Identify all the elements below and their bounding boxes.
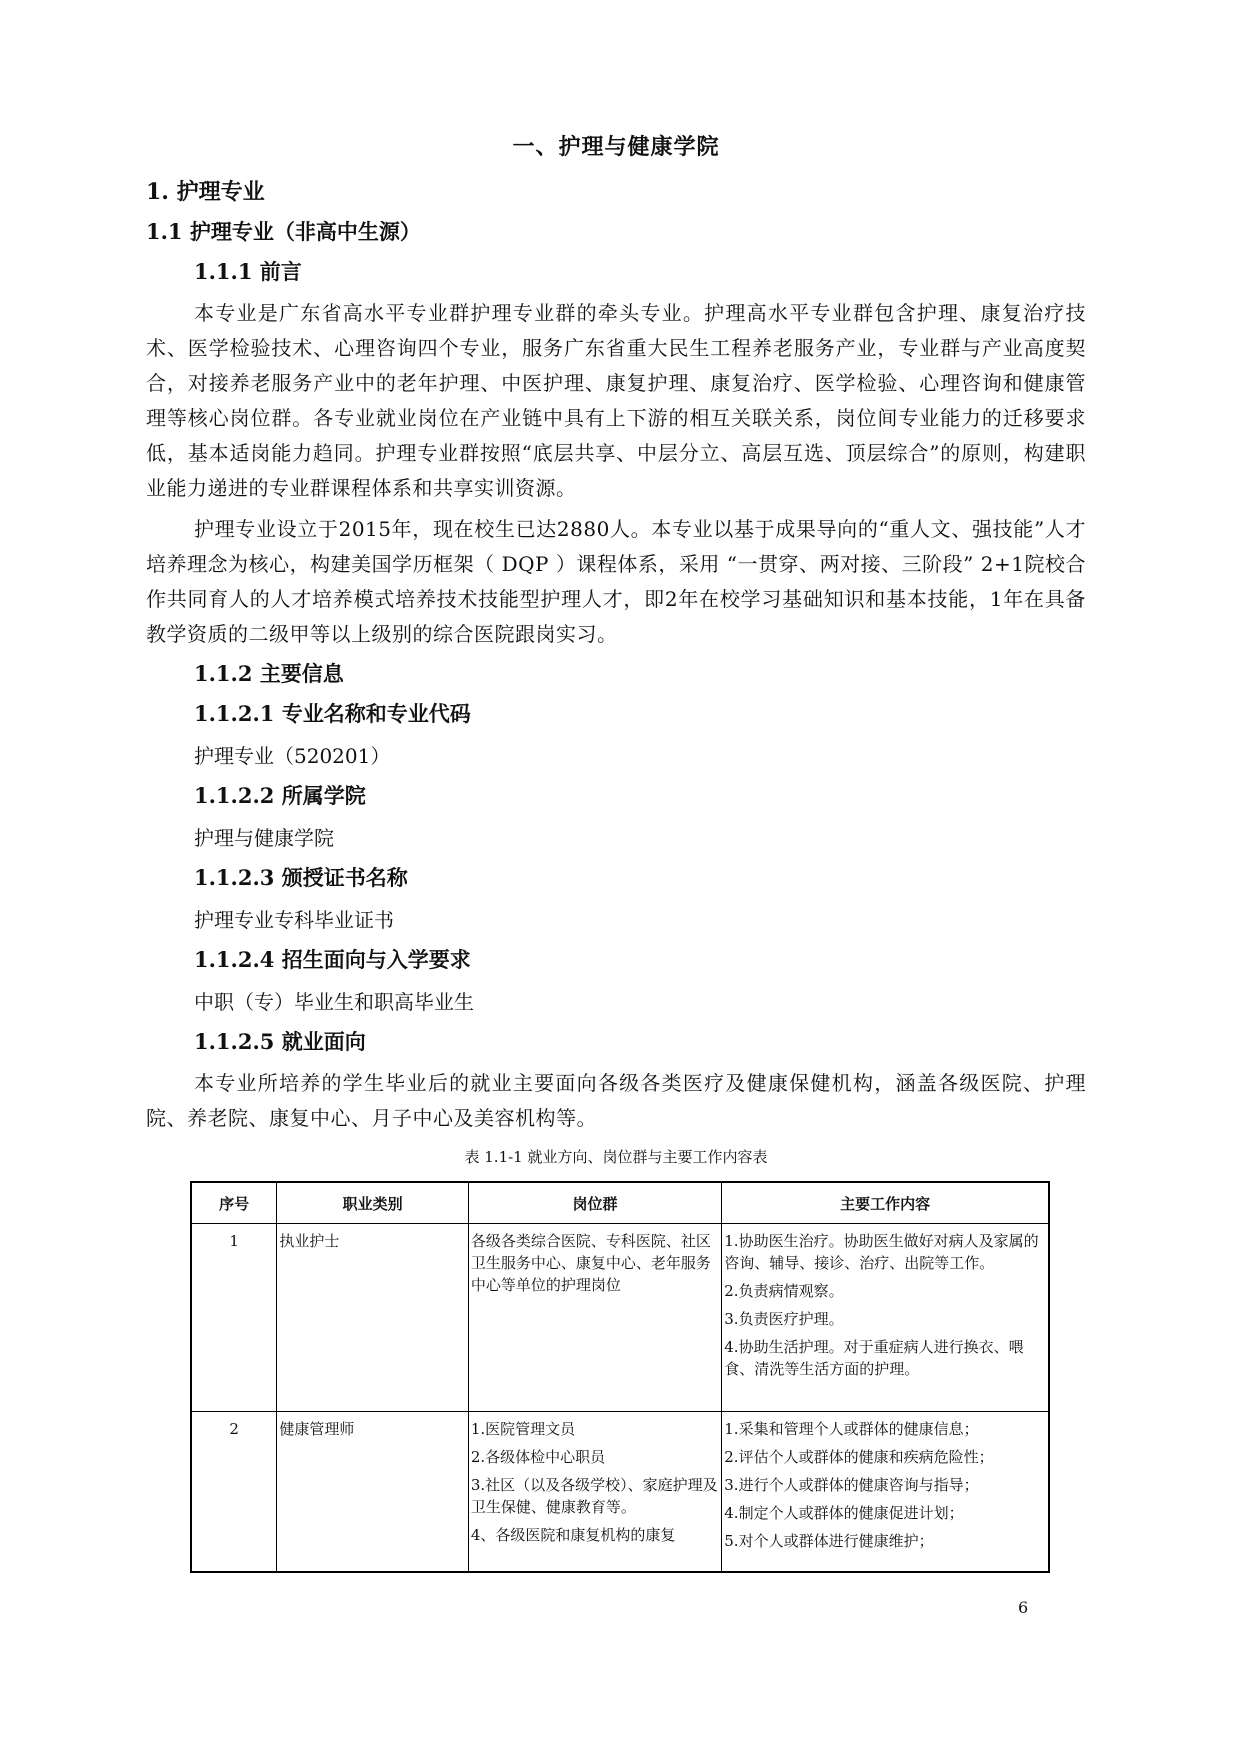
heading-foreword: 1.1.1 前言 <box>194 259 302 284</box>
cell-work <box>722 1412 1049 1572</box>
employment-table <box>190 1181 1050 1573</box>
work-item: 1.协助医生治疗。协助医生做好对病人及家属的咨询、辅导、接诊、治疗、出院等工作。 <box>724 1232 1039 1272</box>
paragraph-foreword-1: 本专业是广东省高水平专业群护理专业群的牵头专业。护理高水平专业群包含护理、康复治疗技术、医学检验技术、心理咨询四个专业，服务广东省重大民生工程养老服务产业，专业群与产业高度契合，对接养老服务产业中的老年护理、中医护理、康复护理、康复治疗、医学检验、心理咨询和健康管理等核心岗位群。各专业就业岗位在产业链中具有上下游的相互关联关系，岗位间专业能力的迁移要求低，基本适岗能力趋同。护理专业群按照“底层共享、中层分立、高层互选、顶层综合”的原则，构建职业能力递进的专业群课程体系和共享实训资源。 <box>146 301 1086 500</box>
heading-certificate: 1.1.2.3 颁授证书名称 <box>194 865 408 890</box>
work-item: 1.采集和管理个人或群体的健康信息； <box>724 1420 979 1438</box>
post-item: 3.社区（以及各级学校）、家庭护理及卫生保健、健康教育等。 <box>470 1476 718 1516</box>
table-caption: 表 1.1-1 就业方向、岗位群与主要工作内容表 <box>464 1148 768 1166</box>
cell-posts <box>468 1224 721 1412</box>
post-item: 4、各级医院和康复机构的康复 <box>470 1526 676 1544</box>
heading-employment: 1.1.2.5 就业面向 <box>194 1029 366 1054</box>
paragraph-employment: 本专业所培养的学生毕业后的就业主要面向各级各类医疗及健康保健机构，涵盖各级医院、护理院、养老院、康复中心、月子中心及美容机构等。 <box>146 1071 1086 1130</box>
post-item: 2.各级体检中心职员 <box>470 1448 606 1466</box>
value-school: 护理与健康学院 <box>194 826 334 850</box>
heading-school: 1.1.2.2 所属学院 <box>194 783 366 808</box>
cell-no: 1 <box>191 1224 277 1412</box>
post-item: 1.医院管理文员 <box>470 1420 576 1438</box>
cell-category: 健康管理师 <box>277 1412 469 1572</box>
work-item: 4.制定个人或群体的健康促进计划； <box>724 1504 964 1522</box>
post-item: 各级各类综合医院、专科医院、社区卫生服务中心、康复中心、老年服务中心等单位的护理岗位 <box>470 1232 711 1294</box>
work-item: 2.评估个人或群体的健康和疾病危险性； <box>724 1448 994 1466</box>
paragraph-foreword-2: 护理专业设立于2015年，现在校生已达2880人。本专业以基于成果导向的“重人文、强技能”人才培养理念为核心，构建美国学历框架（ DQP ）课程体系，采用 “一贯穿、两对接、三阶段” 2+1院校合作共同育人的人才培养模式培养技术技能型护理人才，即2年在校学习基础知识和基本技能，1年在具备教学资质的二级甲等以上级别的综合医院跟岗实习。 <box>146 517 1086 646</box>
value-name-code: 护理专业（520201） <box>194 744 391 768</box>
table-row <box>191 1224 1049 1412</box>
work-item: 5.对个人或群体进行健康维护； <box>724 1532 934 1550</box>
heading-major: 1. 护理专业 <box>146 179 265 205</box>
work-item: 4.协助生活护理。对于重症病人进行换衣、喂食、清洗等生活方面的护理。 <box>724 1338 1024 1378</box>
cell-posts <box>468 1412 721 1572</box>
cell-no: 2 <box>191 1412 277 1572</box>
column-header-posts: 岗位群 <box>468 1182 721 1224</box>
table-header-row <box>191 1182 1049 1224</box>
column-header-no: 序号 <box>191 1182 277 1224</box>
work-item: 3.进行个人或群体的健康咨询与指导； <box>724 1476 979 1494</box>
work-item: 2.负责病情观察。 <box>724 1282 844 1300</box>
heading-main-info: 1.1.2 主要信息 <box>194 661 344 686</box>
heading-name-code: 1.1.2.1 专业名称和专业代码 <box>194 701 471 726</box>
column-header-category: 职业类别 <box>277 1182 469 1224</box>
cell-category: 执业护士 <box>277 1224 469 1412</box>
value-certificate: 护理专业专科毕业证书 <box>194 908 394 932</box>
heading-major-sub: 1.1 护理专业（非高中生源） <box>146 219 421 244</box>
page-number: 6 <box>1018 1598 1029 1617</box>
value-enrollment: 中职（专）毕业生和职高毕业生 <box>194 990 474 1014</box>
cell-work <box>722 1224 1049 1412</box>
table-row <box>191 1412 1049 1572</box>
work-item: 3.负责医疗护理。 <box>724 1310 844 1328</box>
column-header-work: 主要工作内容 <box>722 1182 1049 1224</box>
document-page <box>146 130 1086 1573</box>
college-title: 一、护理与健康学院 <box>512 134 720 160</box>
heading-enrollment: 1.1.2.4 招生面向与入学要求 <box>194 947 471 972</box>
